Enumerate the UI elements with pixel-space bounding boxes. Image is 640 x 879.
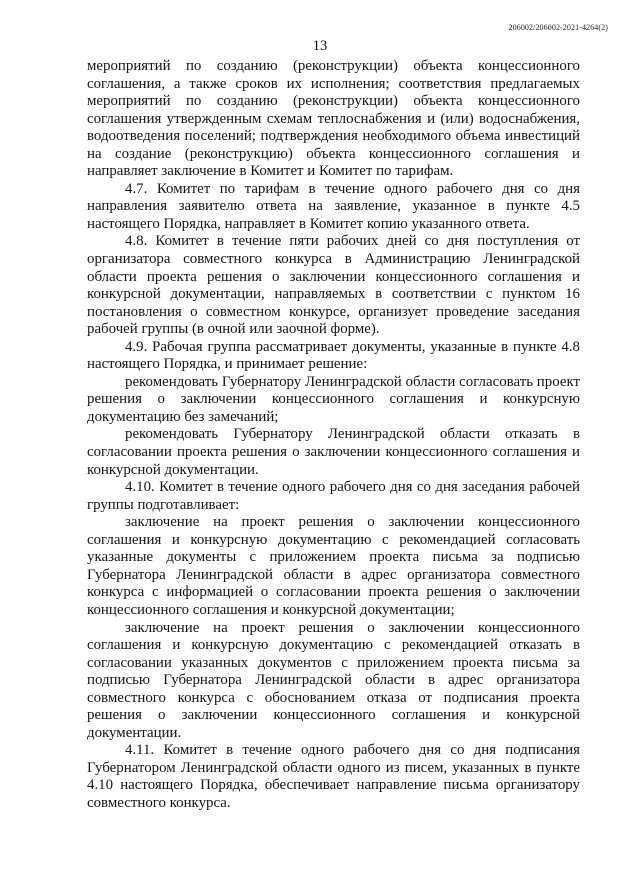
paragraph-4-10-conclusion-approve: заключение на проект решения о заключении концессионного соглашения и конкурсную документацию с рекомендацией согласовать указанные документы с приложением проекта письма за подписью Губернатора Ленинградской области в адрес организатора совместного конкурса с информацией о согласовании проекта решения о заключении концессионного соглашения и конкурсной документации; <box>87 514 580 618</box>
paragraph-4-10: 4.10. Комитет в течение одного рабочего дня со дня заседания рабочей группы подготавливает: <box>87 479 580 513</box>
paragraph-4-9-option-refuse: рекомендовать Губернатору Ленинградской области отказать в согласовании проекта решения о заключении концессионного соглашения и конкурсной документации. <box>87 426 580 478</box>
paragraph-continuation: мероприятий по созданию (реконструкции) объекта концессионного соглашения, а также сроков их исполнения; соответствия предлагаемых мероприятий по созданию (реконструкции) объекта концессионного соглашения утвержденным схемам теплоснабжения и (или) водоснабжения, водоотведения поселений; подтверждения необходимого объема инвестиций на создание (реконструкцию) объекта концессионного соглашения и направляет заключение в Комитет и Комитет по тарифам. <box>87 58 580 180</box>
paragraph-4-7: 4.7. Комитет по тарифам в течение одного рабочего дня со дня направления заявителю ответа на заявление, указанное в пункте 4.5 настоящего Порядка, направляет в Комитет копию указанного ответа. <box>87 180 580 232</box>
paragraph-4-9: 4.9. Рабочая группа рассматривает документы, указанные в пункте 4.8 настоящего Порядка, и принимает решение: <box>87 338 580 373</box>
page-number: 13 <box>312 38 328 54</box>
document-body <box>87 58 580 813</box>
paragraph-4-11: 4.11. Комитет в течение одного рабочего дня со дня подписания Губернатором Ленинградской области одного из писем, указанных в пункте 4.10 настоящего Порядка, обеспечивает направление письма организатору совместного конкурса. <box>87 742 580 811</box>
document-id: 206002/206002-2021-4264(2) <box>508 23 608 32</box>
paragraph-4-9-option-approve: рекомендовать Губернатору Ленинградской области согласовать проект решения о заключении концессионного соглашения и конкурсную документацию без замечаний; <box>87 373 580 425</box>
paragraph-4-10-conclusion-refuse: заключение на проект решения о заключении концессионного соглашения и конкурсную документацию с рекомендацией отказать в согласовании указанных документов с приложением проекта письма за подписью Губернатора Ленинградской области в адрес организатора совместного конкурса с обоснованием отказа от подписания проекта решения о заключении концессионного соглашения и конкурсной документации. <box>87 619 580 741</box>
paragraph-4-8: 4.8. Комитет в течение пяти рабочих дней со дня поступления от организатора совместного конкурса в Администрацию Ленинградской области проекта решения о заключении концессионного соглашения и конкурсной документации, направляемых в соответствии с пунктом 16 постановления о совместном конкурсе, организует проведение заседания рабочей группы (в очной или заочной форме). <box>87 233 580 338</box>
